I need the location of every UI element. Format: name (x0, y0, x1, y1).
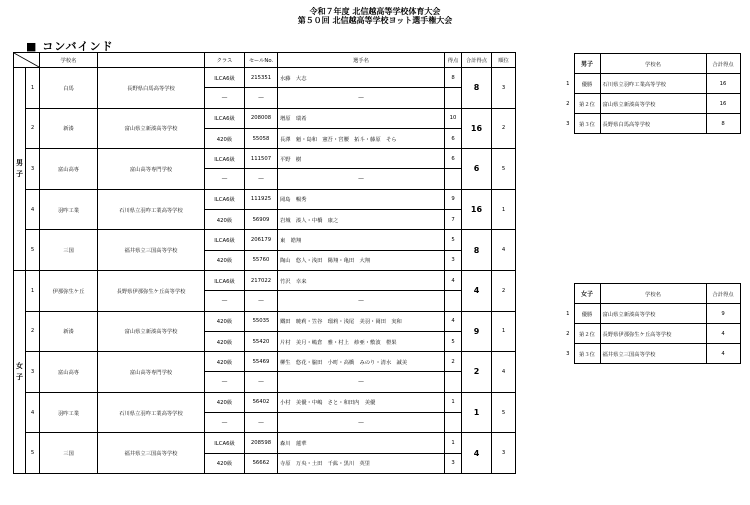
ranking-number: 2 (566, 330, 570, 337)
ranking-number: 3 (566, 120, 570, 127)
table-row (14, 311, 516, 331)
ranking-school: 石川県立羽咋工業高等学校 (600, 74, 706, 94)
school-full: 石川県立羽咋工業高等学校 (98, 392, 205, 433)
results-table (13, 52, 516, 474)
sail-number: 55058 (245, 128, 278, 148)
sailor-names: 森川 蓮華 (278, 433, 445, 453)
ranking-total: 4 (706, 324, 740, 344)
ranking-row (562, 94, 740, 114)
col-total: 合計得点 (462, 53, 492, 68)
points: 8 (445, 68, 462, 88)
ranking-row (562, 344, 740, 364)
sail-number: ― (245, 413, 278, 433)
rank: 5 (492, 392, 516, 433)
sail-number: 55469 (245, 352, 278, 372)
ranking-place: 優勝 (574, 304, 600, 324)
girls-ranking-col-total: 合計得点 (706, 284, 740, 304)
rank: 4 (492, 230, 516, 271)
entry-number: 4 (26, 189, 40, 230)
col-class: クラス (205, 53, 245, 68)
points: 6 (445, 149, 462, 169)
ranking-row (562, 324, 740, 344)
class-cell: ILCA6級 (205, 433, 245, 453)
total-points: 9 (462, 311, 492, 352)
class-cell: ILCA6級 (205, 68, 245, 88)
sail-number: 217022 (245, 270, 278, 290)
class-cell: 420級 (205, 453, 245, 473)
school-short: 富山高専 (40, 149, 98, 190)
table-row (14, 149, 516, 169)
entry-number: 1 (26, 270, 40, 311)
ranking-total: 4 (706, 344, 740, 364)
points: 7 (445, 210, 462, 230)
table-row (14, 68, 516, 88)
points: 4 (445, 311, 462, 331)
rank: 3 (492, 433, 516, 474)
rank: 5 (492, 149, 516, 190)
rank: 2 (492, 108, 516, 149)
boys-ranking-table (562, 53, 741, 134)
sail-number: ― (245, 169, 278, 189)
sailor-names: 水藤 大志 (278, 68, 445, 88)
rank: 3 (492, 68, 516, 109)
school-full: 福井県立三国高等学校 (98, 230, 205, 271)
school-short: 羽咋工業 (40, 392, 98, 433)
total-points: 6 (462, 149, 492, 190)
entry-number: 5 (26, 433, 40, 474)
col-sailors: 選手名 (278, 53, 445, 68)
class-cell: ― (205, 291, 245, 311)
sailor-names: 鐵田 暁莉・笠谷 瑠莉・浅尾 美羽・岡田 実和 (278, 311, 445, 331)
total-points: 8 (462, 230, 492, 271)
points: 9 (445, 189, 462, 209)
sailor-names: 増原 瑞希 (278, 108, 445, 128)
sail-number: ― (245, 372, 278, 392)
ranking-school: 富山県立新湊高等学校 (600, 304, 706, 324)
ranking-number: 2 (566, 100, 570, 107)
table-row (14, 189, 516, 209)
school-full: 富山県立新湊高等学校 (98, 108, 205, 149)
col-points: 得点 (445, 53, 462, 68)
ranking-school: 福井県立三国高等学校 (600, 344, 706, 364)
class-cell: ― (205, 169, 245, 189)
ranking-row (562, 114, 740, 134)
sailor-names: ― (278, 88, 445, 108)
school-short: 羽咋工業 (40, 189, 98, 230)
table-row (14, 352, 516, 372)
ranking-row (562, 304, 740, 324)
points: 1 (445, 433, 462, 453)
sailor-names: ― (278, 413, 445, 433)
entry-number: 3 (26, 352, 40, 393)
class-cell: ILCA6級 (205, 230, 245, 250)
entry-number: 5 (26, 230, 40, 271)
points (445, 413, 462, 433)
ranking-total: 8 (706, 114, 740, 134)
class-cell: 420級 (205, 128, 245, 148)
ranking-number: 3 (566, 350, 570, 357)
sailor-names: 東 皓翔 (278, 230, 445, 250)
sailor-names: 寺原 万央・土田 千紘・黒川 英里 (278, 453, 445, 473)
ranking-place: 第２位 (574, 324, 600, 344)
ranking-school: 富山県立新湊高等学校 (600, 94, 706, 114)
sailor-names: 長澤 魁・島和 憲吾・宮腰 拓斗・藤原 そら (278, 128, 445, 148)
table-row (14, 433, 516, 453)
school-short: 白馬 (40, 68, 98, 109)
points: 5 (445, 331, 462, 351)
table-row (14, 392, 516, 412)
event-subtitle: 第５０回 北信越高等学校ヨット選手権大会 (297, 16, 453, 25)
points: 4 (445, 270, 462, 290)
ranking-total: 16 (706, 94, 740, 114)
sailor-names: 平野 樹 (278, 149, 445, 169)
class-cell: 420級 (205, 311, 245, 331)
col-school-full (98, 53, 205, 68)
entry-number: 2 (26, 108, 40, 149)
sail-number: 56402 (245, 392, 278, 412)
school-full: 富山高等専門学校 (98, 352, 205, 393)
points (445, 169, 462, 189)
event-title: 令和７年度 北信越高等学校体育大会 (309, 7, 441, 16)
sail-number: 55035 (245, 311, 278, 331)
sail-number: 55420 (245, 331, 278, 351)
boys-ranking-label: 男子 (574, 54, 600, 74)
sailor-names: 陶山 悠人・浅田 陽翔・亀田 大翔 (278, 250, 445, 270)
class-cell: ILCA6級 (205, 189, 245, 209)
class-cell: ― (205, 88, 245, 108)
points (445, 88, 462, 108)
ranking-row (562, 74, 740, 94)
sail-number: 215351 (245, 68, 278, 88)
sail-number: 56909 (245, 210, 278, 230)
class-cell: ILCA6級 (205, 270, 245, 290)
sail-number: 111925 (245, 189, 278, 209)
sail-number: ― (245, 291, 278, 311)
points: 6 (445, 128, 462, 148)
school-full: 福井県立三国高等学校 (98, 433, 205, 474)
rank: 1 (492, 311, 516, 352)
sailor-names: ― (278, 169, 445, 189)
class-cell: ― (205, 372, 245, 392)
ranking-number: 1 (566, 80, 570, 87)
sailor-names: 竹沢 幸来 (278, 270, 445, 290)
points: 1 (445, 392, 462, 412)
points: 2 (445, 352, 462, 372)
school-short: 伊那弥生ケ丘 (40, 270, 98, 311)
school-full: 長野県白馬高等学校 (98, 68, 205, 109)
total-points: 16 (462, 189, 492, 230)
boys-ranking-col-school: 学校名 (600, 54, 706, 74)
class-cell: ILCA6級 (205, 149, 245, 169)
col-school-short: 学校名 (40, 53, 98, 68)
school-full: 富山高等専門学校 (98, 149, 205, 190)
ranking-place: 第２位 (574, 94, 600, 114)
sail-number: 111507 (245, 149, 278, 169)
section-heading: ■ コンバインド (26, 40, 114, 53)
school-short: 三国 (40, 433, 98, 474)
boys-ranking-col-total: 合計得点 (706, 54, 740, 74)
school-short: 富山高専 (40, 352, 98, 393)
points: 3 (445, 250, 462, 270)
corner-cell (14, 53, 40, 68)
ranking-total: 16 (706, 74, 740, 94)
class-cell: 420級 (205, 210, 245, 230)
sailor-names: ― (278, 291, 445, 311)
header-row (14, 53, 516, 68)
col-rank: 順位 (492, 53, 516, 68)
ranking-place: 優勝 (574, 74, 600, 94)
sailor-names: ― (278, 372, 445, 392)
ranking-number: 1 (566, 310, 570, 317)
entry-number: 2 (26, 311, 40, 352)
total-points: 4 (462, 270, 492, 311)
rank: 1 (492, 189, 516, 230)
points: 5 (445, 230, 462, 250)
sailor-names: 片村 美月・嶋倉 雅・村上 紗亜・敷波 橙果 (278, 331, 445, 351)
total-points: 4 (462, 433, 492, 474)
sailor-names: 小村 美優・中嶋 さと・和田内 美優 (278, 392, 445, 412)
total-points: 16 (462, 108, 492, 149)
rank: 4 (492, 352, 516, 393)
sail-number: ― (245, 88, 278, 108)
class-cell: ILCA6級 (205, 108, 245, 128)
col-sail-no: セールNo. (245, 53, 278, 68)
sail-number: 206179 (245, 230, 278, 250)
table-row (14, 108, 516, 128)
entry-number: 1 (26, 68, 40, 109)
total-points: 1 (462, 392, 492, 433)
girls-label: 女子 (14, 270, 26, 473)
girls-ranking-table (562, 283, 741, 364)
sail-number: 55760 (245, 250, 278, 270)
class-cell: 420級 (205, 352, 245, 372)
points: 3 (445, 453, 462, 473)
ranking-total: 9 (706, 304, 740, 324)
ranking-school: 長野県白馬高等学校 (600, 114, 706, 134)
ranking-school: 長野県伊那弥生ケ丘高等学校 (600, 324, 706, 344)
school-short: 三国 (40, 230, 98, 271)
school-short: 新湊 (40, 311, 98, 352)
rank: 2 (492, 270, 516, 311)
sail-number: 56662 (245, 453, 278, 473)
sail-number: 208598 (245, 433, 278, 453)
points: 10 (445, 108, 462, 128)
total-points: 2 (462, 352, 492, 393)
class-cell: 420級 (205, 250, 245, 270)
table-row (14, 270, 516, 290)
points (445, 372, 462, 392)
entry-number: 3 (26, 149, 40, 190)
class-cell: 420級 (205, 331, 245, 351)
class-cell: 420級 (205, 392, 245, 412)
ranking-place: 第３位 (574, 114, 600, 134)
class-cell: ― (205, 413, 245, 433)
sailor-names: 岡島 暢秀 (278, 189, 445, 209)
boys-label: 男子 (14, 68, 26, 271)
girls-ranking-label: 女子 (574, 284, 600, 304)
girls-ranking-col-school: 学校名 (600, 284, 706, 304)
total-points: 8 (462, 68, 492, 109)
school-full: 長野県伊那弥生ケ丘高等学校 (98, 270, 205, 311)
points (445, 291, 462, 311)
sailor-names: 柳生 悠花・脇田 小町・高橋 みのり・清水 誠美 (278, 352, 445, 372)
ranking-place: 第３位 (574, 344, 600, 364)
sailor-names: 岩城 湊人・中橋 康之 (278, 210, 445, 230)
school-short: 新湊 (40, 108, 98, 149)
table-row (14, 230, 516, 250)
school-full: 富山県立新湊高等学校 (98, 311, 205, 352)
entry-number: 4 (26, 392, 40, 433)
school-full: 石川県立羽咋工業高等学校 (98, 189, 205, 230)
sail-number: 208008 (245, 108, 278, 128)
